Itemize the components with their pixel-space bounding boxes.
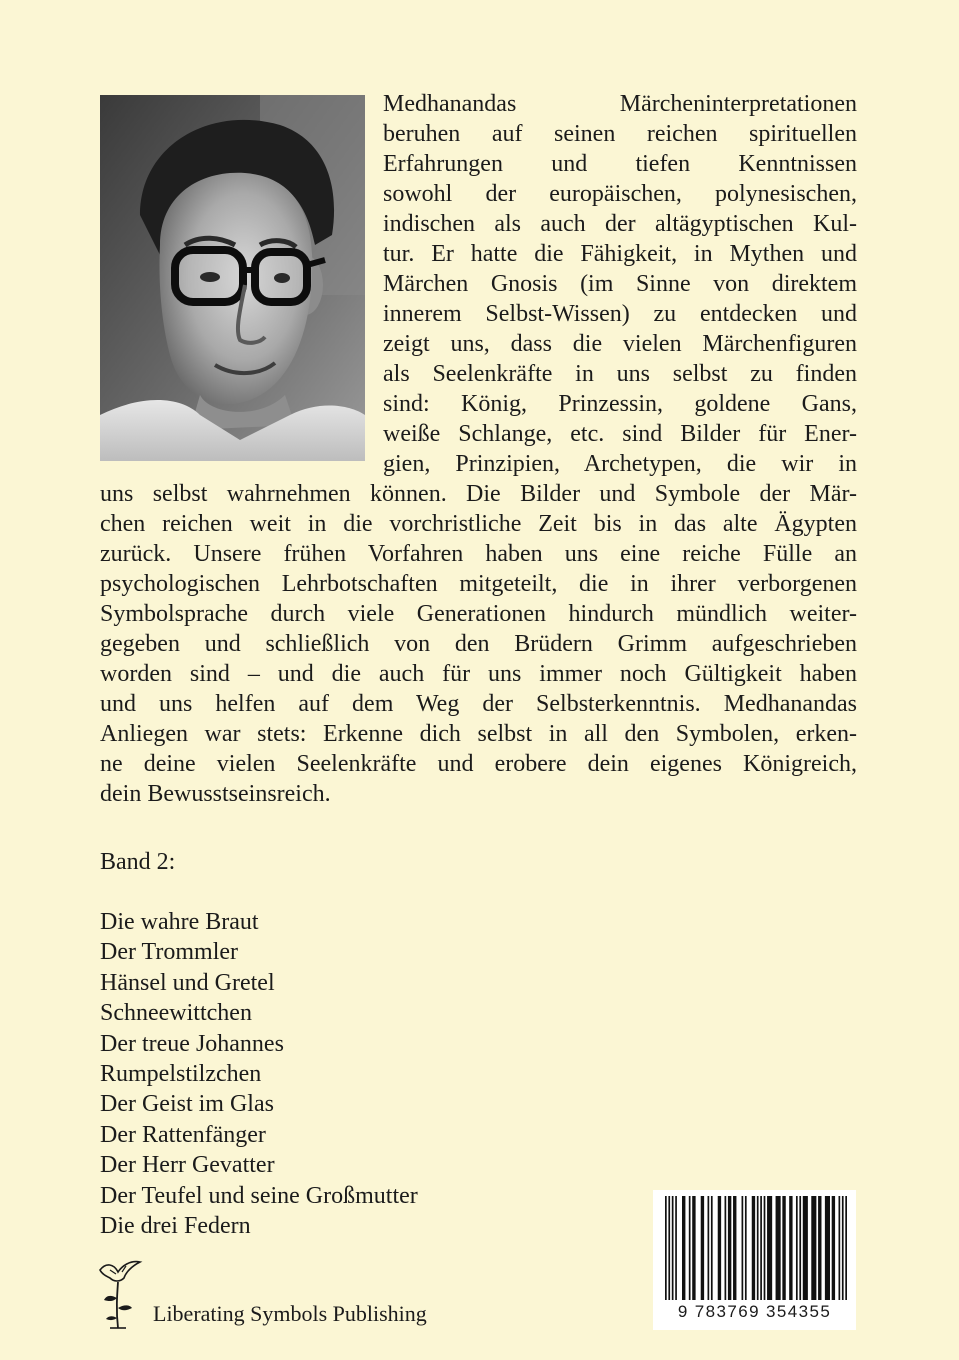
barcode-bar xyxy=(708,1196,710,1300)
barcode-digits: 9 783769 354355 xyxy=(677,1302,832,1321)
barcode-bar xyxy=(818,1196,821,1300)
barcode-bar xyxy=(796,1196,798,1300)
barcode-bar xyxy=(842,1196,844,1300)
list-item: Hänsel und Gretel xyxy=(100,969,275,996)
barcode-bar xyxy=(776,1196,781,1300)
list-item: Die wahre Braut xyxy=(100,909,259,935)
list-item: Der treue Johannes xyxy=(100,1030,284,1057)
list-item: Schneewittchen xyxy=(100,1000,252,1027)
barcode-bar xyxy=(760,1196,762,1300)
description-line: innerem Selbst-Wissen) zu entdecken und xyxy=(383,301,857,327)
description-line: chen reichen weit in die vorchristliche Zeit bis in das alte Ägypten xyxy=(100,511,857,537)
description-line: sowohl der europäischen, polynesischen, xyxy=(383,181,857,207)
list-item: Der Teufel und seine Großmutter xyxy=(100,1182,418,1209)
description-line: zeigt uns, dass die vielen Märchenfiguren xyxy=(383,331,857,357)
barcode-bar xyxy=(752,1196,755,1300)
publisher-name: Liberating Symbols Publishing xyxy=(153,1301,427,1326)
list-item: Der Trommler xyxy=(100,939,238,966)
barcode-bar xyxy=(718,1196,721,1300)
barcode-bar xyxy=(733,1196,736,1300)
description-line: sind: König, Prinzessin, goldene Gans, xyxy=(383,391,857,417)
description-line: Medhanandas Märcheninterpretationen xyxy=(383,91,857,117)
list-item: Der Rattenfänger xyxy=(100,1121,266,1148)
barcode-bar xyxy=(689,1196,691,1300)
description-line: und uns helfen auf dem Weg der Selbsterkenntnis. Medhanandas xyxy=(100,691,857,717)
list-item: Die drei Federn xyxy=(100,1212,251,1239)
barcode-bar xyxy=(803,1196,808,1300)
barcode-bar xyxy=(675,1196,677,1300)
volume-label: Band 2: xyxy=(100,849,176,875)
barcode-bar xyxy=(799,1196,801,1300)
barcode-bar xyxy=(745,1196,747,1300)
description-line: worden sind – und die auch für uns immer noch Gültigkeit haben xyxy=(100,661,857,687)
barcode-bar xyxy=(839,1196,841,1300)
publisher-block xyxy=(96,1258,456,1338)
isbn-barcode xyxy=(653,1190,856,1330)
description-line: dein Bewusstseinsreich. xyxy=(100,781,331,807)
description-line: zurück. Unsere frühen Vorfahren haben uns eine reiche Fülle an xyxy=(100,541,857,567)
bird-on-stalk-icon xyxy=(96,1258,144,1336)
barcode-bar xyxy=(811,1196,816,1300)
barcode-bar xyxy=(711,1196,713,1300)
description-line: gien, Prinzipien, Archetypen, die wir in xyxy=(383,451,857,477)
description-line: ne deine vielen Seelenkräfte und erobere dein eigenes Königreich, xyxy=(100,751,857,777)
barcode-bar xyxy=(725,1196,727,1300)
barcode-bar xyxy=(668,1196,670,1300)
barcode-bar xyxy=(682,1196,685,1300)
list-item: Rumpelstilzchen xyxy=(100,1060,262,1087)
barcode-bar xyxy=(845,1196,847,1300)
description-line: tur. Er hatte die Fähigkeit, in Mythen und xyxy=(383,241,857,267)
barcode-bar xyxy=(789,1196,792,1300)
description-line: indischen als auch der altägyptischen Kul- xyxy=(383,211,857,237)
description-line: Symbolsprache durch viele Generationen hindurch mündlich weiter- xyxy=(100,601,857,627)
barcode-bar xyxy=(757,1196,759,1300)
list-item: Der Herr Gevatter xyxy=(100,1152,275,1179)
description-line: uns selbst wahrnehmen können. Die Bilder und Symbole der Mär- xyxy=(100,481,857,507)
description-line: psychologischen Lehrbotschaften mitgeteilt, die in ihrer verborgenen xyxy=(100,571,857,597)
barcode-bar xyxy=(672,1196,674,1300)
barcode-bar xyxy=(701,1196,704,1300)
barcode-bar xyxy=(825,1196,830,1300)
barcode-bar xyxy=(767,1196,772,1300)
author-portrait xyxy=(100,95,365,461)
description-line: Anliegen war stets: Erkenne dich selbst in all den Symbolen, erken- xyxy=(100,721,857,747)
barcode-bar xyxy=(692,1196,695,1300)
description-line: Erfahrungen und tiefen Kenntnissen xyxy=(383,151,857,177)
description-line: beruhen auf seinen reichen spirituellen xyxy=(383,121,857,147)
barcode-bar xyxy=(742,1196,744,1300)
barcode-bars xyxy=(665,1196,847,1300)
description-line: als Seelenkräfte in uns selbst zu finden xyxy=(383,361,857,387)
description-line: gegeben und schließlich von den Brüdern Grimm aufgeschrieben xyxy=(100,631,857,657)
story-list xyxy=(100,907,418,1241)
barcode-bar xyxy=(665,1196,667,1300)
description-line: weiße Schlange, etc. sind Bilder für Ener- xyxy=(383,421,857,447)
description-line: Märchen Gnosis (im Sinne von direktem xyxy=(383,271,857,297)
barcode-bar xyxy=(832,1196,835,1300)
list-item: Der Geist im Glas xyxy=(100,1091,274,1118)
barcode-bar xyxy=(782,1196,785,1300)
barcode-bar xyxy=(728,1196,731,1300)
barcode-bar xyxy=(764,1196,766,1300)
portrait-photo xyxy=(100,95,365,461)
